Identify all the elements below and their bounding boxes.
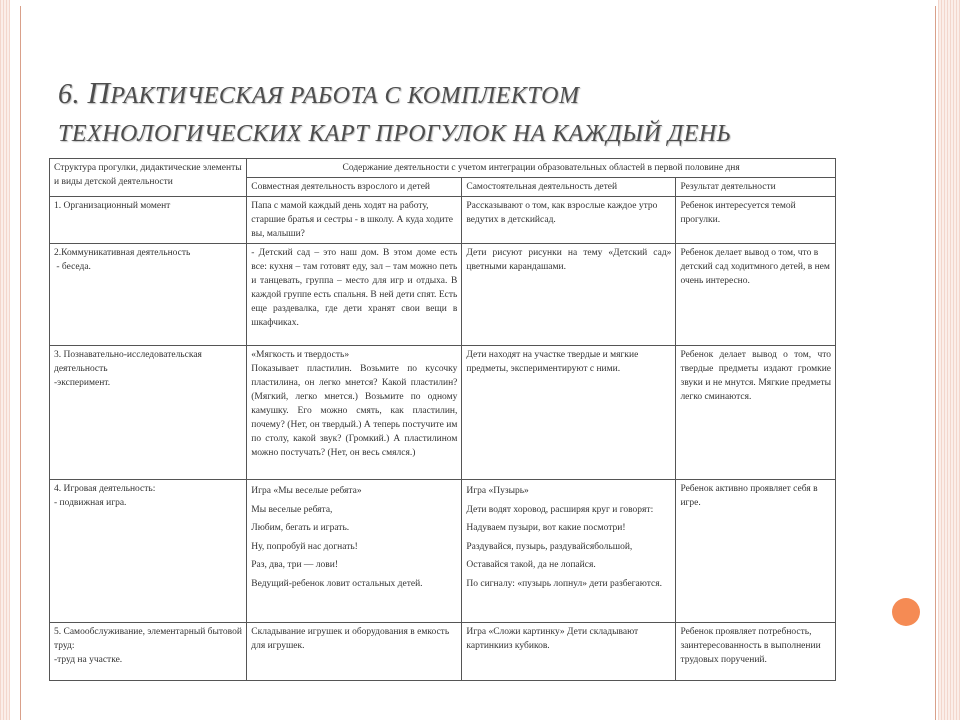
game-line: Любим, бегать и играть. [251, 523, 350, 533]
structure-cell: 5. Самообслуживание, элементарный бытовой труд: -труд на участке. [50, 623, 247, 681]
game-line: Дети водят хоровод, расширяя круг и говорят: [466, 504, 654, 515]
independent-cell: Игра «Сложи картинку» Дети складывают картинкииз кубиков. [462, 623, 676, 681]
structure-cell: 3. Познавательно-исследовательская деятельность -эксперимент. [50, 346, 247, 480]
decorative-circle [892, 598, 920, 626]
game-line: Оставайся такой, да не лопайся. [466, 560, 596, 570]
result-cell: Ребенок активно проявляет себя в игре. [676, 480, 836, 623]
slide-title [58, 74, 898, 153]
joint-cell [247, 480, 462, 623]
title-first-capital: П [87, 75, 111, 110]
independent-cell [462, 480, 676, 623]
structure-cell: 4. Игровая деятельность: - подвижная игра. [50, 480, 247, 623]
walk-plan-table [49, 158, 836, 681]
game-line: Надуваем пузыри, вот какие посмотри! [466, 523, 626, 533]
structure-cell: 2.Коммуникативная деятельность - беседа. [50, 244, 247, 346]
result-cell: Ребенок интересуется темой прогулки. [676, 197, 836, 244]
table-row [50, 244, 836, 346]
joint-cell: - Детский сад – это наш дом. В этом доме есть все: кухня – там готовят еду, зал – там можно петь и танцевать, группа – место для игр и отдыха. В каждой группе есть спальня. В ней дети спят. Есть еще раздевалка, где дети хранят свои вещи в шкафчиках. [247, 244, 462, 346]
independent-cell: Дети рисуют рисунки на тему «Детский сад» цветными карандашами. [462, 244, 676, 346]
table-row [50, 480, 836, 623]
table-header-row [50, 159, 836, 178]
title-number: 6. [58, 79, 88, 110]
result-cell: Ребенок делает вывод о том, что твердые предметы издают громкие звуки и не мнутся. Мягкие предметы легко сминаются. [676, 346, 836, 480]
right-decorative-stripe [938, 0, 960, 720]
game-line: Игра «Пузырь» [466, 486, 529, 496]
result-cell: Ребенок проявляет потребность, заинтересованность в выполнении трудовых поручений. [676, 623, 836, 681]
game-line: Ведущий-ребенок ловит остальных детей. [251, 578, 423, 589]
header-content: Содержание деятельности с учетом интеграции образовательных областей в первой половине дня [247, 159, 836, 178]
game-line: Раздувайся, пузырь, раздувайсябольшой, [466, 541, 633, 552]
left-decorative-stripe [0, 0, 10, 720]
header-structure: Структура прогулки, дидактические элементы и виды детской деятельности [50, 159, 247, 197]
independent-cell: Дети находят на участке твердые и мягкие предметы, экспериментируют с ними. [462, 346, 676, 480]
joint-cell: Папа с мамой каждый день ходят на работу, старшие братья и сестры - в школу. А куда ходите вы, малыши? [247, 197, 462, 244]
joint-cell: Складывание игрушек и оборудования в емкость для игрушек. [247, 623, 462, 681]
table-row [50, 346, 836, 480]
game-line: Ну, попробуй нас догнать! [251, 541, 358, 552]
subheader-independent: Самостоятельная деятельность детей [462, 178, 676, 197]
game-line: Игра «Мы веселые ребята» [251, 486, 362, 496]
table-row [50, 197, 836, 244]
subheader-joint: Совместная деятельность взрослого и детей [247, 178, 462, 197]
subheader-result: Результат деятельности [676, 178, 836, 197]
independent-cell: Рассказывают о том, как взрослые каждое утро ведутих в детскийсад. [462, 197, 676, 244]
title-line2: ТЕХНОЛОГИЧЕСКИХ КАРТ ПРОГУЛОК НА КАЖДЫЙ ДЕНЬ [58, 121, 732, 147]
game-line: Раз, два, три — лови! [251, 560, 339, 570]
game-line: Мы веселые ребята, [251, 504, 333, 515]
structure-cell: 1. Организационный момент [50, 197, 247, 244]
title-line1-rest: РАКТИЧЕСКАЯ РАБОТА С КОМПЛЕКТОМ [110, 83, 580, 109]
result-cell: Ребенок делает вывод о том, что в детский сад ходитмного детей, в нем очень интересно. [676, 244, 836, 346]
table-row [50, 623, 836, 681]
game-line: По сигналу: «пузырь лопнул» дети разбегаются. [466, 578, 662, 589]
joint-cell: «Мягкость и твердость» Показывает пластилин. Возьмите по кусочку пластилина, он легко мнется? Какой пластилин? (Мягкий, легко мнется.) Возьмите по одному камушку. Его можно смять, как пластилин, почему? (Нет, он твердый.) А теперь постучите им по столу, какой звук? (Громкий.) А пластилином можно постучать? (Нет, он весь смялся.) [247, 346, 462, 480]
